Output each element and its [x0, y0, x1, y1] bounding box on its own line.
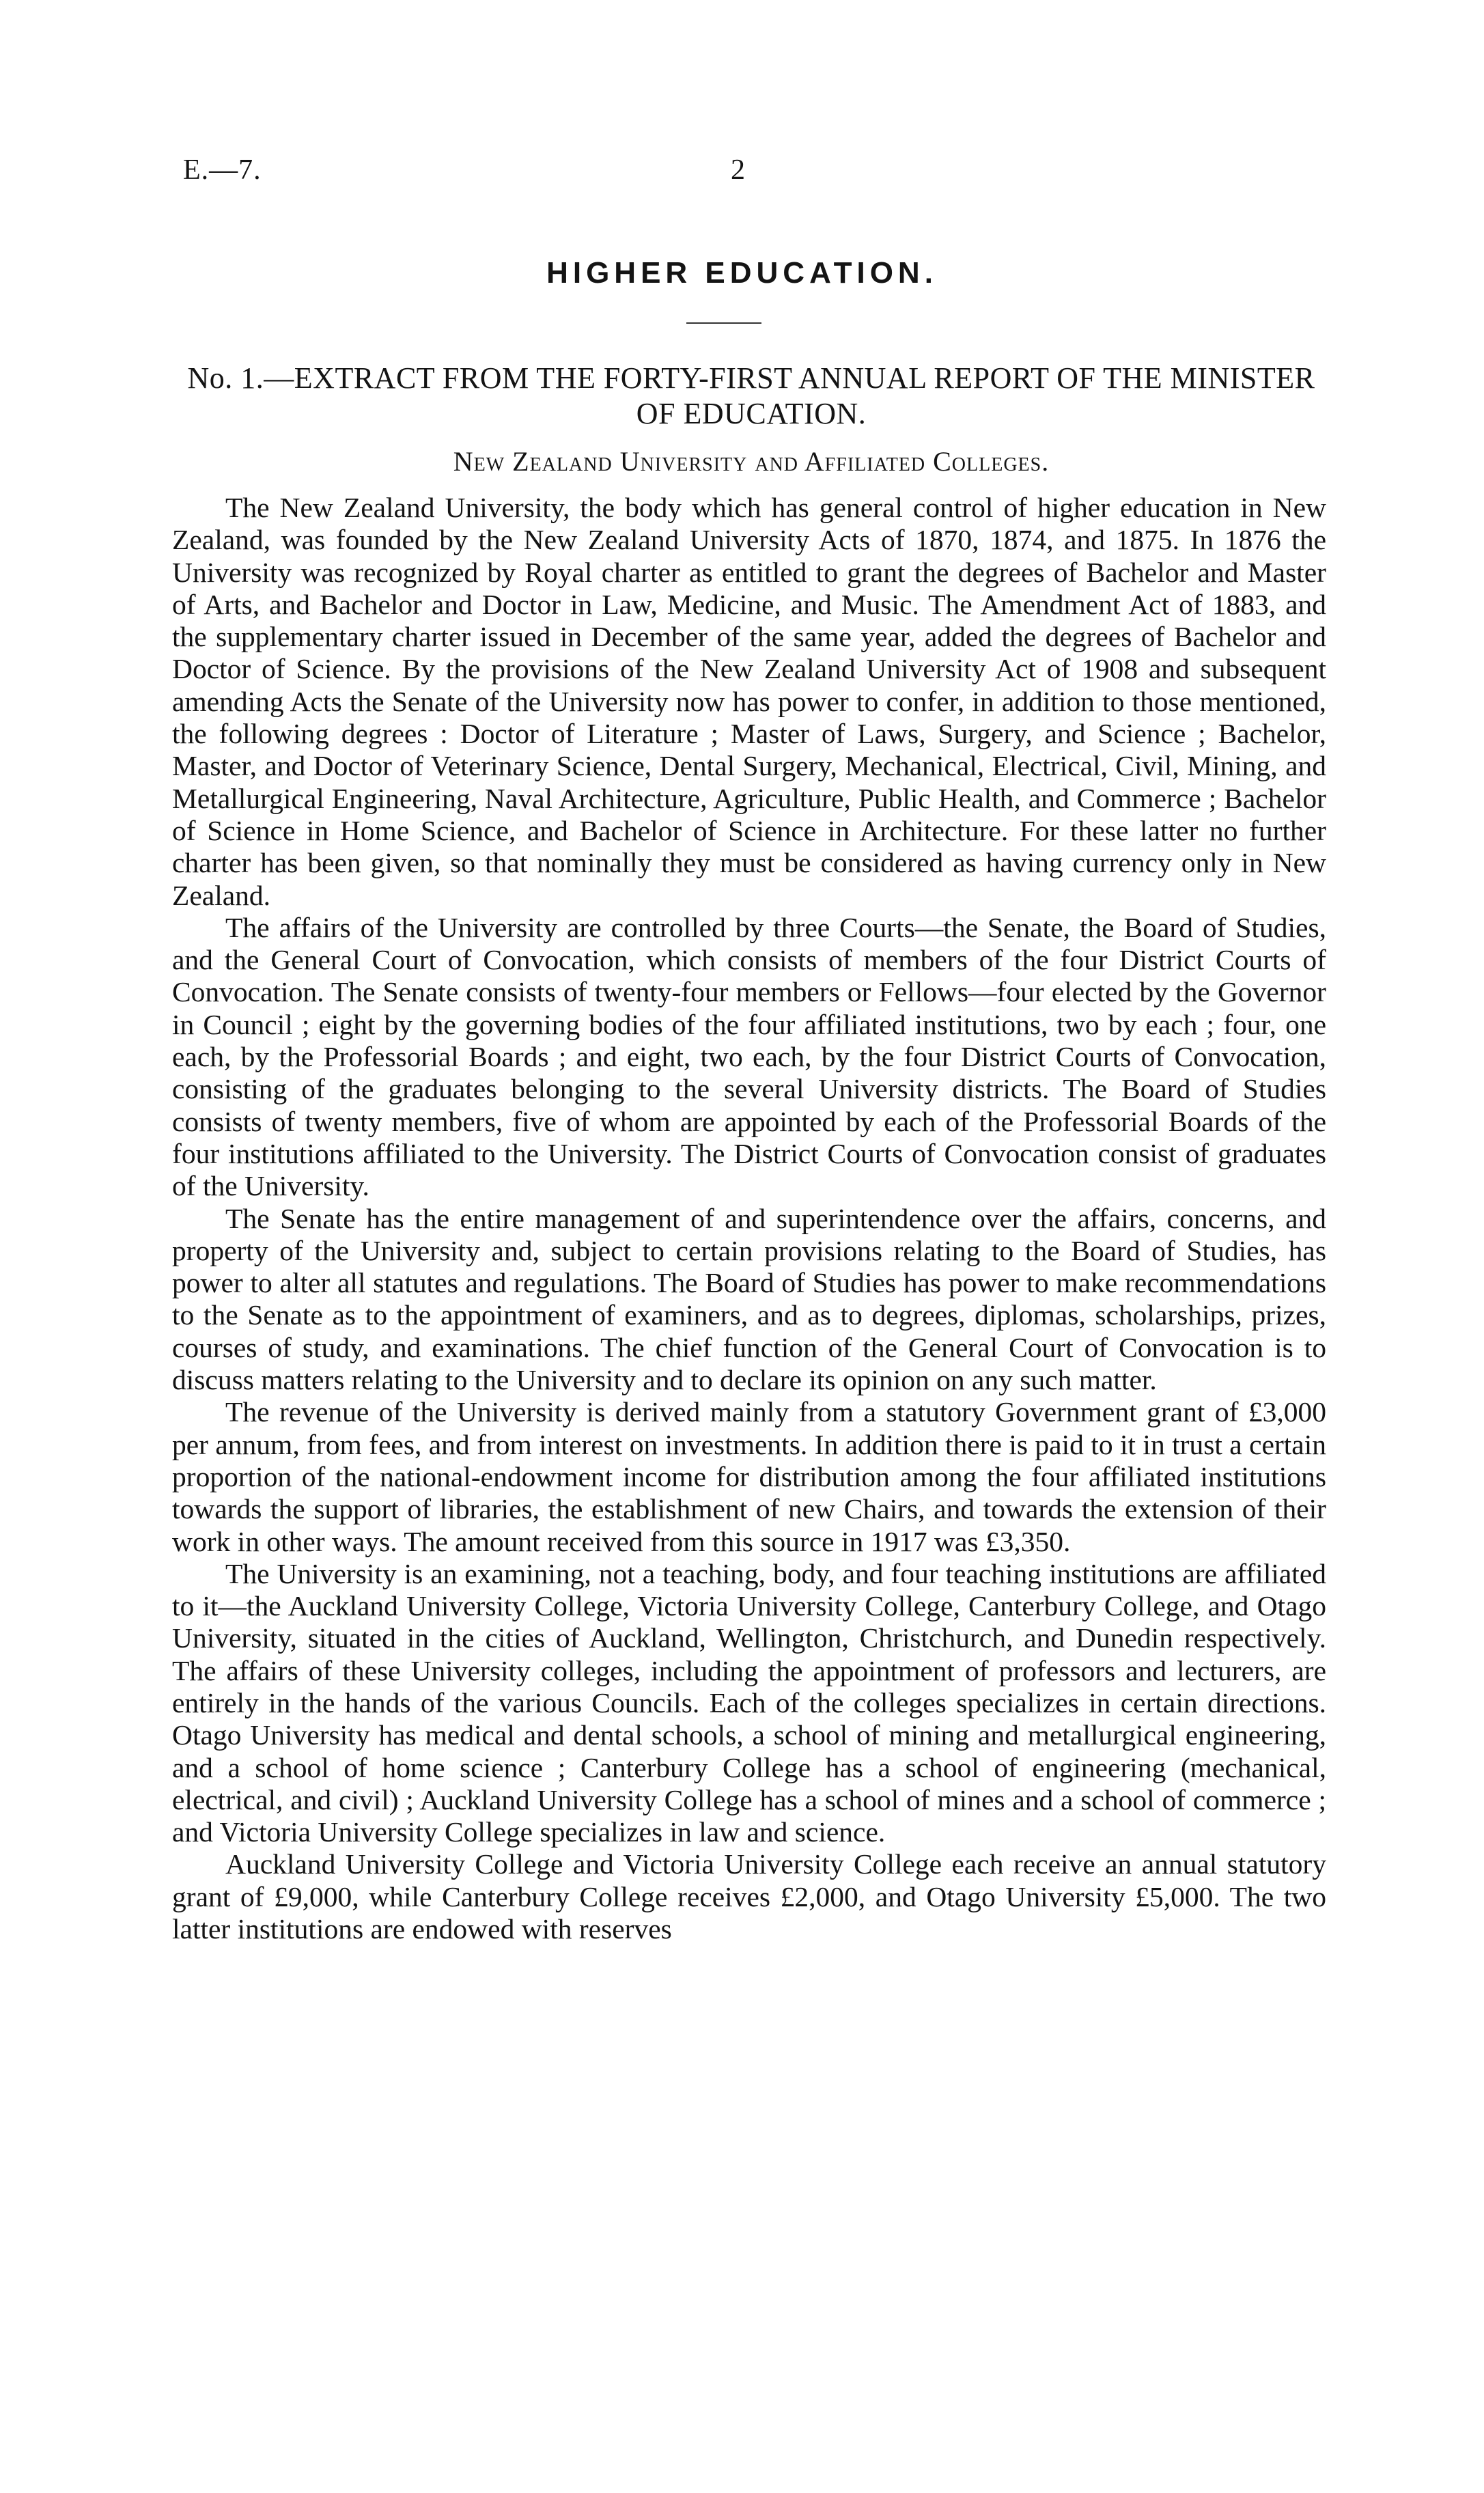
section-title: HIGHER EDUCATION.: [546, 256, 938, 290]
extract-heading: No. 1.—EXTRACT FROM THE FORTY-FIRST ANNUAL REPORT OF THE MINISTER OF EDUCATION.: [187, 361, 1315, 430]
page-number: 2: [731, 154, 745, 186]
title-divider: [686, 322, 761, 324]
sub-heading: New Zealand University and Affiliated Colleges.: [453, 446, 1050, 477]
paragraph: The Senate has the entire management of and superintendence over the affairs, concerns, and property of the University and, subject to certain provisions relating to the Board of Studies, has power to alter all statutes and regulations. The Board of Studies has power to make recommendations to the Senate as to the appointment of examiners, and as to degrees, diplomas, scholarships, prizes, courses of study, and examinations. The chief function of the General Court of Convocation is to discuss matters relating to the University and to declare its opinion on any such matter.: [172, 1202, 1326, 1396]
paragraph: The revenue of the University is derived mainly from a statutory Government grant of £3,000 per annum, from fees, and from interest on investments. In addition there is paid to it in trust a certain proportion of the national-endowment income for distribution among the four affiliated institutions towards the support of libraries, the establishment of new Chairs, and towards the extension of their work in other ways. The amount received from this source in 1917 was £3,350.: [172, 1396, 1326, 1557]
paragraph: The University is an examining, not a teaching, body, and four teaching institutions are affiliated to it—the Auckland University College, Victoria University College, Canterbury College, and Otago University, situated in the cities of Auckland, Wellington, Christchurch, and Dunedin respectively. The affairs of these University colleges, including the appointment of professors and lecturers, are entirely in the hands of the various Councils. Each of the colleges specializes in certain directions. Otago University has medical and dental schools, a school of mining and metallurgical engineering, and a school of home science ; Canterbury College has a school of engineering (mechanical, electrical, and civil) ; Auckland University College has a school of mines and a school of commerce ; and Victoria University College specializes in law and science.: [172, 1557, 1326, 1848]
paragraph: The New Zealand University, the body which has general control of higher education in New Zealand, was founded by the New Zealand University Acts of 1870, 1874, and 1875. In 1876 the University was recognized by Royal charter as entitled to grant the degrees of Bachelor and Master of Arts, and Bachelor and Doctor in Law, Medicine, and Music. The Amendment Act of 1883, and the supplementary charter issued in December of the same year, added the degrees of Bachelor and Doctor of Science. By the provisions of the New Zealand University Act of 1908 and subsequent amending Acts the Senate of the University now has power to confer, in addition to those mentioned, the following degrees : Doctor of Literature ; Master of Laws, Surgery, and Science ; Bachelor, Master, and Doctor of Veterinary Science, Dental Surgery, Mechanical, Electrical, Civil, Mining, and Metallurgical Engineering, Naval Architecture, Agriculture, Public Health, and Commerce ; Bachelor of Science in Home Science, and Bachelor of Science in Architecture. For these latter no further charter has been given, so that nominally they must be considered as having currency only in New Zealand.: [172, 492, 1326, 911]
paragraph: Auckland University College and Victoria University College each receive an annual statutory grant of £9,000, while Canterbury College receives £2,000, and Otago University £5,000. The two latter institutions are endowed with reserves: [172, 1848, 1326, 1945]
page-reference: E.—7.: [183, 154, 262, 186]
paragraph: The affairs of the University are controlled by three Courts—the Senate, the Board of Studies, and the General Court of Convocation, which consists of members of the four District Courts of Convocation. The Senate consists of twenty-four members or Fellows—four elected by the Governor in Council ; eight by the governing bodies of the four affiliated institutions, two by each ; four, one each, by the Professorial Boards ; and eight, two each, by the four District Courts of Convocation, consisting of the graduates belonging to the several University districts. The Board of Studies consists of twenty members, five of whom are appointed by each of the Professorial Boards of the four institutions affiliated to the University. The District Courts of Convocation consist of graduates of the University.: [172, 911, 1326, 1202]
body-text: [172, 492, 1326, 1945]
